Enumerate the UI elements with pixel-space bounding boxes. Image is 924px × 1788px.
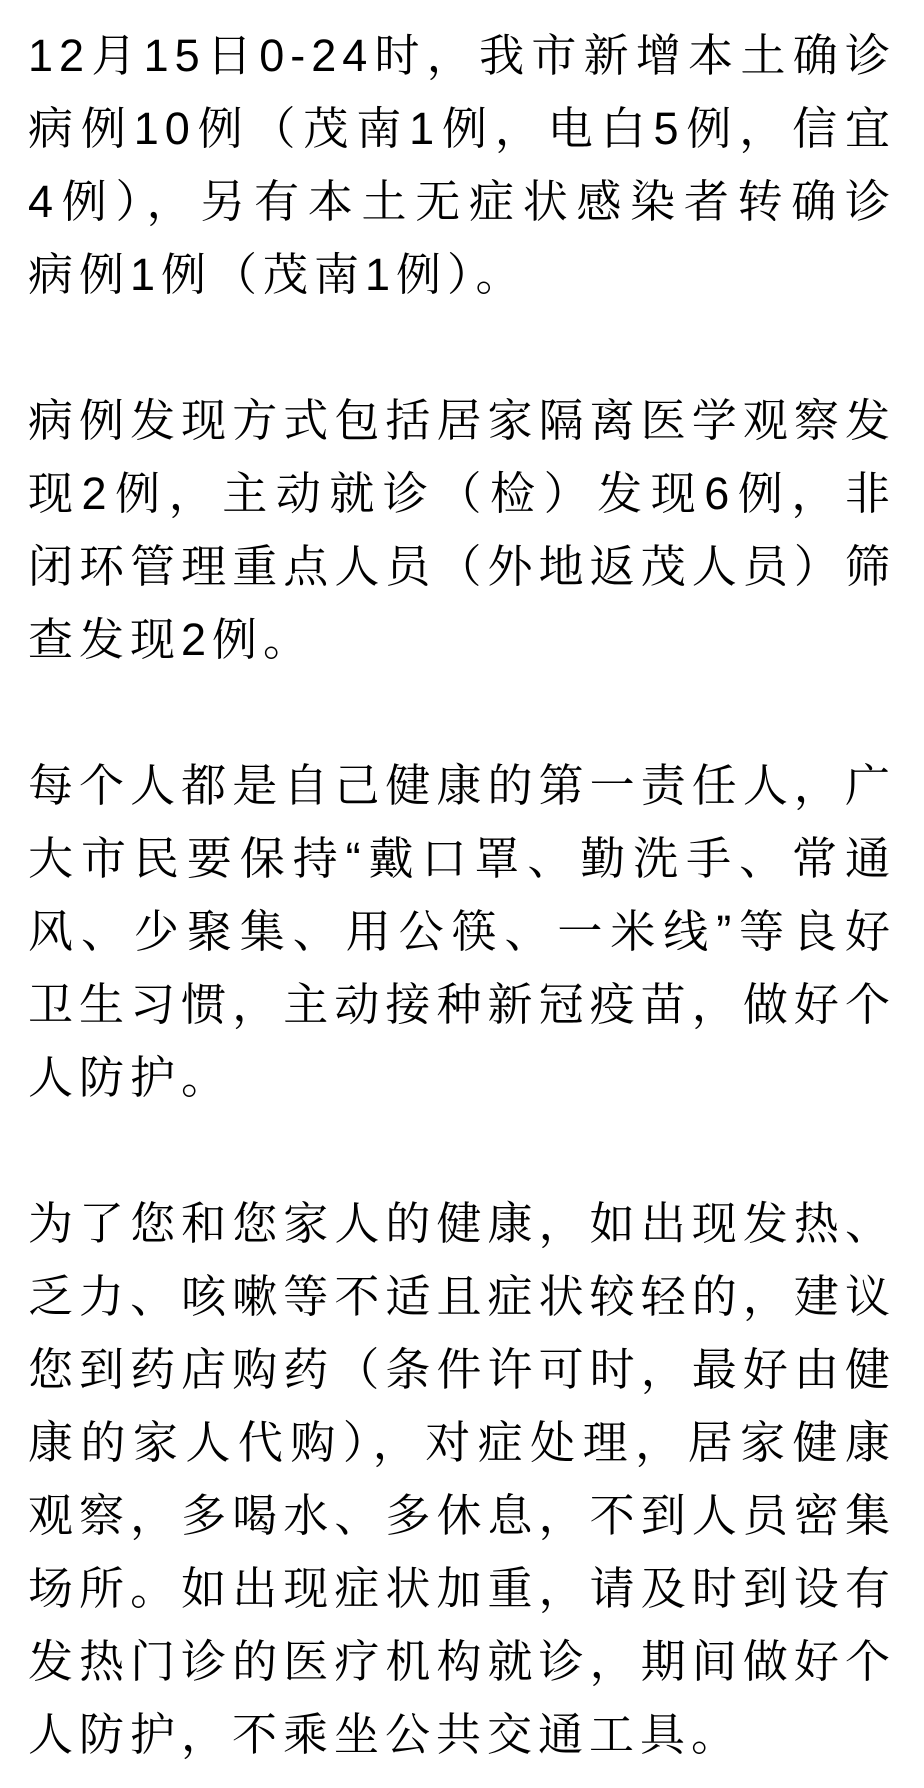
paragraph-prevention-advice: 每个人都是自己健康的第一责任人，广大市民要保持“戴口罩、勤洗手、常通风、少聚集、用公筷、一米线”等良好卫生习惯，主动接种新冠疫苗，做好个人防护。 (28, 760, 896, 1103)
paragraph-symptom-guidance: 为了您和您家人的健康，如出现发热、乏力、咳嗽等不适且症状较轻的，建议您到药店购药（条件许可时，最好由健康的家人代购），对症处理，居家健康观察，多喝水、多休息，不到人员密集场所。如出现症状加重，请及时到设有发热门诊的医疗机构就诊，期间做好个人防护，不乘坐公共交通工具。 (28, 1198, 896, 1760)
paragraph-discovery-methods: 病例发现方式包括居家隔离医学观察发现2例，主动就诊（检）发现6例，非闭环管理重点人员（外地返茂人员）筛查发现2例。 (28, 395, 896, 665)
paragraph-case-summary: 12月15日0-24时，我市新增本土确诊病例10例（茂南1例，电白5例，信宜4例），另有本土无症状感染者转确诊病例1例（茂南1例）。 (28, 30, 896, 300)
article-body (28, 19, 896, 1771)
